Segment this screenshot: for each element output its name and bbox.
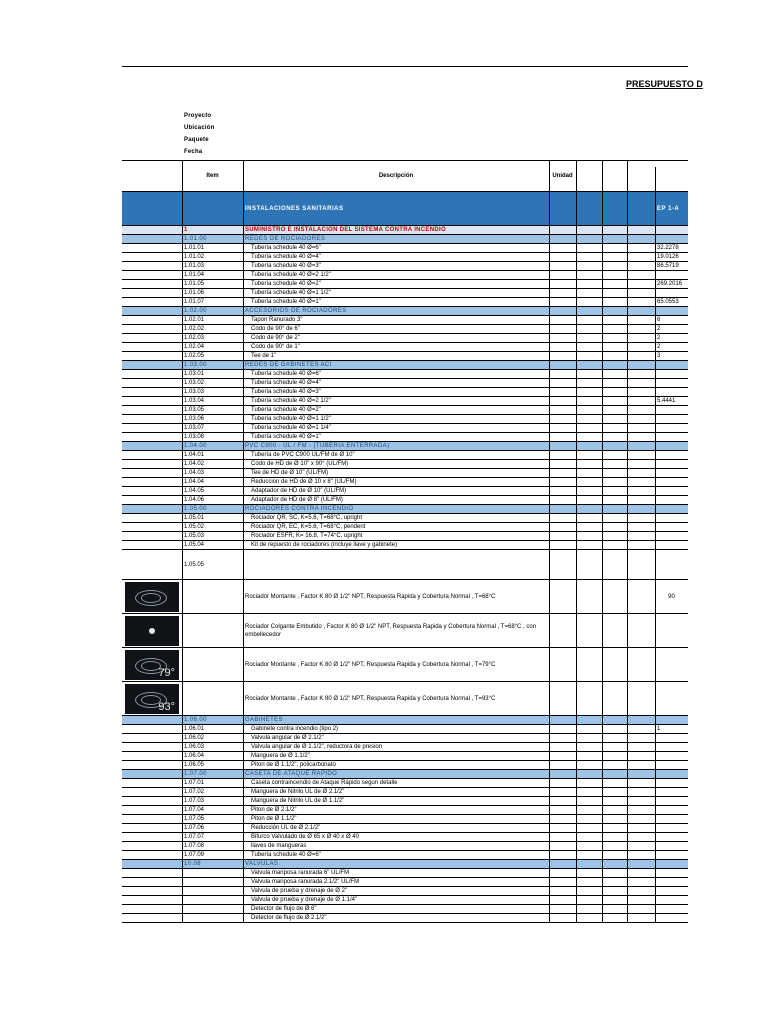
cell-cantidad: 6 (657, 317, 661, 323)
table-row (122, 253, 688, 262)
cell-descripcion: ROCIADORES CONTRA INCENDIO (245, 506, 354, 512)
cell-cantidad (655, 869, 688, 877)
cell-descripcion (243, 550, 549, 579)
table-header-row (122, 160, 688, 192)
cell-descripcion: Valvula de prueba y drenaje de Ø 2" (251, 888, 348, 894)
cell-descripcion: Valvula de prueba y drenaje de Ø 1.1/4" (251, 897, 358, 903)
cell-item: 1.07.02 (184, 789, 205, 795)
cell-item: 1.02.02 (184, 326, 205, 332)
cell-cantidad (655, 752, 688, 760)
cell-item: 1.06.02 (184, 735, 205, 741)
cell-cantidad: 3 (657, 353, 661, 359)
cell-item: 1.03.01 (184, 371, 205, 377)
banner-title: INSTALACIONES SANITARIAS (245, 205, 344, 212)
table-row (122, 725, 688, 734)
cell-cantidad (655, 833, 688, 841)
cell-cantidad (655, 743, 688, 751)
table-row (122, 550, 688, 580)
table-row (122, 469, 688, 478)
cell-cantidad: 19.0126 (657, 254, 679, 260)
table-row (122, 460, 688, 469)
table-row (122, 869, 688, 878)
cell-cantidad: 2 (657, 344, 661, 350)
cell-item: 1.02.00 (184, 308, 207, 314)
section-banner (122, 192, 688, 226)
section-row (122, 307, 688, 316)
cell-descripcion: Rociador Montante , Factor K 80 Ø 1/2" NPT, Respuesta Rapida y Cobertura Normal , T=93°C (245, 695, 496, 702)
table-row (122, 580, 688, 614)
document-title: PRESUPUESTO D (626, 79, 703, 89)
cell-item: 1.04.04 (184, 479, 205, 485)
cell-cantidad (655, 887, 688, 895)
cell-item: 1.04.05 (184, 488, 205, 494)
cell-descripcion: Rociador Montante , Factor K 80 Ø 1/2" NPT, Respuesta Rapida y Cobertura Normal , T=68°C (245, 593, 496, 600)
sprinkler-temp-label: 93° (158, 701, 175, 713)
section-row (122, 716, 688, 725)
table-row (122, 379, 688, 388)
cell-descripcion: Adaptador de HD de Ø 10" (UL/FM) (251, 488, 347, 494)
table-row (122, 833, 688, 842)
cell-descripcion: Tubería schedule 40 Ø=2 1/2" (251, 272, 331, 278)
cell-descripcion: llaves de mangueras (251, 843, 307, 849)
cell-cantidad: 269.2016 (657, 281, 683, 287)
cell-descripcion: Tubería schedule 40 Ø=1" (251, 434, 321, 440)
cell-descripcion: Tubería schedule 40 Ø=4" (251, 254, 321, 260)
table-row (122, 648, 688, 682)
cell-item: 1.03.06 (184, 416, 205, 422)
header-descripcion: Descripción (378, 173, 414, 179)
sprinkler-photo (125, 684, 179, 714)
cell-descripcion: Tapon Ranurado 3" (251, 317, 303, 323)
cell-cantidad (655, 878, 688, 886)
cell-descripcion: Gabinete contra incendio (tipo 2) (251, 726, 339, 732)
cell-descripcion: REDES DE ROCIADORES (245, 236, 326, 242)
cell-item: 1.03.05 (184, 407, 205, 413)
cell-item: 1.05.01 (184, 515, 205, 521)
cell-cantidad (655, 226, 688, 234)
cell-descripcion: Tubería schedule 40 Ø=1" (251, 299, 321, 305)
chapter-row (122, 226, 688, 235)
cell-cantidad: 5.4441 (657, 398, 676, 404)
cell-descripcion: Codo de 90° de 1" (251, 344, 300, 350)
cell-cantidad (655, 824, 688, 832)
table-row (122, 743, 688, 752)
cell-cantidad (655, 860, 688, 868)
cell-descripcion: Rociador ESFR, K= 16.8, T=74°C, upright (251, 533, 363, 539)
cell-descripcion: Tubería schedule 40 Ø=6" (251, 852, 321, 858)
cell-cantidad (655, 271, 688, 279)
sprinkler-photo (125, 582, 179, 612)
cell-item: 1.06.03 (184, 744, 205, 750)
table-row (122, 905, 688, 914)
table-row (122, 433, 688, 442)
cell-descripcion: Piton de Ø 2.1/2" (251, 807, 297, 813)
cell-descripcion: Manguera de Nitrilo UL de Ø 1.1/2" (251, 798, 345, 804)
cell-item: 1.07.09 (184, 852, 205, 858)
cell-cantidad (655, 406, 688, 414)
table-row (122, 451, 688, 460)
section-row (122, 770, 688, 779)
cell-item: 1.05.00 (184, 506, 207, 512)
cell-descripcion: Piton de Ø 1.1/2", policarbonato (251, 762, 336, 768)
table-row (122, 298, 688, 307)
table-row (122, 815, 688, 824)
cell-descripcion: Tubería de PVC C900 UL/FM de Ø 10" (251, 452, 355, 458)
cell-descripcion: Valvula mariposa ranurada 2.1/2" UL/FM (251, 879, 360, 885)
table-row (122, 496, 688, 505)
header-item: Item (206, 173, 219, 179)
cell-descripcion: GABINETES (245, 717, 283, 723)
cell-descripcion: Piton de Ø 1.1/2" (251, 816, 297, 822)
cell-item: 1.02.04 (184, 344, 205, 350)
cell-descripcion: Valvula mariposa ranurada 6" UL/FM (251, 870, 350, 876)
table-row (122, 406, 688, 415)
cell-cantidad (655, 361, 688, 369)
cell-descripcion: ACCESORIOS DE ROCIADORES (245, 308, 347, 314)
cell-descripcion: Codo de 90° de 2" (251, 335, 300, 341)
cell-cantidad (655, 379, 688, 387)
cell-cantidad (655, 761, 688, 769)
cell-item (182, 887, 243, 895)
table-row (122, 842, 688, 851)
cell-item: 1.03.03 (184, 389, 205, 395)
cell-item: 1.04.00 (184, 443, 207, 449)
cell-item: 1.07.03 (184, 798, 205, 804)
section-row (122, 860, 688, 869)
cell-item: 1.01.06 (184, 290, 205, 296)
cell-item: 1.07.00 (184, 771, 207, 777)
label-fecha: Fecha (184, 149, 203, 155)
table-row (122, 388, 688, 397)
cell-cantidad (655, 433, 688, 441)
label-paquete: Paquete (184, 137, 209, 143)
section-row (122, 361, 688, 370)
cell-cantidad (655, 734, 688, 742)
cell-item: 1.03.07 (184, 425, 205, 431)
cell-cantidad (655, 235, 688, 243)
sprinkler-temp-label: 79° (158, 667, 175, 679)
cell-descripcion: Detector de flujo de Ø 2.1/2" (251, 915, 327, 921)
cell-descripcion: Tubería schedule 40 Ø=2" (251, 407, 321, 413)
cell-cantidad (655, 806, 688, 814)
table-row (122, 478, 688, 487)
cell-descripcion: Adaptador de HD de Ø 8" (UL/FM) (251, 497, 343, 503)
cell-item (182, 878, 243, 886)
cell-descripcion: Tee de HD de Ø 10" (UL/FM) (251, 470, 329, 476)
table-row (122, 370, 688, 379)
cell-cantidad (655, 550, 688, 579)
cell-item: 1.07.07 (184, 834, 205, 840)
cell-descripcion: Bifurco Valvulado de Ø 65 x Ø 40 x Ø 40 (251, 834, 359, 840)
cell-item: 1.06.00 (184, 717, 207, 723)
table-row (122, 761, 688, 770)
cell-descripcion: Reducción UL de Ø 2.1/2" (251, 825, 321, 831)
sprinkler-photo (125, 650, 179, 680)
cell-descripcion: Rociador QR, EC, K=5.6, T=68°C, pendent (251, 524, 366, 530)
cell-descripcion: Manguera de Nitrilo UL de Ø 2.1/2" (251, 789, 345, 795)
table-row (122, 343, 688, 352)
cell-item: 1.01.01 (184, 245, 205, 251)
sprinkler-photo (125, 616, 179, 646)
table-row (122, 271, 688, 280)
cell-cantidad (655, 451, 688, 459)
cell-descripcion: Rociador Colgante Embutido , Factor K 80 Ø 1/2" NPT, Respuesta Rapida y Cobertura Normal , T=68°C , con embellecedor (245, 623, 537, 638)
table-row (122, 896, 688, 905)
cell-cantidad (655, 788, 688, 796)
cell-item: 1.06.04 (184, 753, 205, 759)
table-row (122, 824, 688, 833)
table-row (122, 352, 688, 361)
cell-descripcion: Tubería schedule 40 Ø=1 1/2" (251, 290, 331, 296)
cell-item: 1 (184, 227, 188, 233)
cell-cantidad (655, 415, 688, 423)
table-row (122, 806, 688, 815)
cell-descripcion: SUMINISTRO E INSTALACIÓN DEL SISTEMA CONTRA INCENDIO (245, 227, 446, 233)
cell-cantidad (655, 716, 688, 724)
table-row (122, 397, 688, 406)
cell-cantidad (655, 614, 688, 647)
cell-cantidad (655, 442, 688, 450)
cell-item: 1.02.01 (184, 317, 205, 323)
cell-item (182, 896, 243, 904)
table-row (122, 532, 688, 541)
cell-descripcion: Kit de repuesto de rociadores (incluye llave y gabinete) (251, 542, 398, 548)
table-row (122, 752, 688, 761)
section-row (122, 235, 688, 244)
cell-descripcion: Manguera de Ø 1.1/2" (251, 753, 310, 759)
cell-item: 1.06.01 (184, 726, 205, 732)
table-row (122, 280, 688, 289)
table-row (122, 523, 688, 532)
cell-item: 1.02.03 (184, 335, 205, 341)
cell-item: 1.04.02 (184, 461, 205, 467)
budget-table (122, 160, 688, 923)
cell-cantidad: 65.0553 (657, 299, 679, 305)
cell-descripcion: Codo de HD de Ø 10" x 90° (UL/FM) (251, 461, 349, 467)
cell-item: 1.07.08 (184, 843, 205, 849)
table-row (122, 682, 688, 716)
cell-cantidad (655, 779, 688, 787)
cell-descripcion: Detector de flujo de Ø 6" (251, 906, 317, 912)
cell-cantidad (655, 388, 688, 396)
cell-descripcion: Valvula angular de Ø 1.1/2", reductora de presion (251, 744, 383, 750)
cell-item: 1.02.05 (184, 353, 205, 359)
cell-descripcion: VALVULAS (245, 861, 279, 867)
cell-descripcion: REDES DE GABINETES ACI (245, 362, 332, 368)
cell-item: 1.07.05 (184, 816, 205, 822)
table-row (122, 424, 688, 433)
table-row (122, 325, 688, 334)
table-row (122, 541, 688, 550)
cell-descripcion: Tubería schedule 40 Ø=6" (251, 245, 321, 251)
cell-item (182, 869, 243, 877)
cell-cantidad (655, 896, 688, 904)
cell-item: 1.01.00 (184, 236, 207, 242)
cell-item: 1.05.03 (184, 533, 205, 539)
label-proyecto: Proyecto (184, 113, 212, 119)
cell-cantidad (655, 648, 688, 681)
cell-descripcion: Tubería schedule 40 Ø=6" (251, 371, 321, 377)
cell-cantidad (655, 914, 688, 922)
table-row (122, 262, 688, 271)
table-row (122, 914, 688, 923)
table-row (122, 514, 688, 523)
table-row (122, 415, 688, 424)
cell-item (182, 905, 243, 913)
cell-cantidad: 2 (657, 326, 661, 332)
cell-item: 1.01.03 (184, 263, 205, 269)
cell-descripcion: Tubería schedule 40 Ø=3" (251, 263, 321, 269)
cell-cantidad (655, 815, 688, 823)
header-unidad: Unidad (552, 173, 573, 179)
cell-cantidad (655, 505, 688, 513)
cell-descripcion: Tubería schedule 40 Ø=2" (251, 281, 321, 287)
table-row (122, 779, 688, 788)
cell-item: 1.07.04 (184, 807, 205, 813)
cell-descripcion: Tubería schedule 40 Ø=1 1/2" (251, 416, 331, 422)
cell-cantidad: 90 (668, 593, 675, 600)
cell-cantidad (655, 842, 688, 850)
cell-item: 1.03.02 (184, 380, 205, 386)
cell-cantidad (655, 541, 688, 549)
cell-descripcion: Caseta contraincendio de Ataque Rápido segun detalle (251, 780, 398, 786)
cell-item: 1.07.01 (184, 780, 205, 786)
cell-item: 10.08 (184, 861, 202, 867)
table-row (122, 788, 688, 797)
table-row (122, 244, 688, 253)
table-row (122, 797, 688, 806)
cell-descripcion: Reduccion de HD de Ø 10 x 8" (UL/FM) (251, 479, 357, 485)
cell-descripcion: Valvula angular de Ø 2.1/2" (251, 735, 324, 741)
cell-descripcion: Tubería schedule 40 Ø=4" (251, 380, 321, 386)
cell-cantidad (655, 514, 688, 522)
cell-item: 1.03.08 (184, 434, 205, 440)
cell-item: 1.07.06 (184, 825, 205, 831)
cell-cantidad (655, 469, 688, 477)
cell-item: 1.06.05 (184, 762, 205, 768)
cell-cantidad (655, 424, 688, 432)
table-row (122, 734, 688, 743)
cell-cantidad (655, 770, 688, 778)
cell-cantidad (655, 905, 688, 913)
cell-cantidad (655, 523, 688, 531)
cell-descripcion: Tubería schedule 40 Ø=2 1/2" (251, 398, 331, 404)
cell-item: 1.01.02 (184, 254, 205, 260)
cell-descripcion: Tubería schedule 40 Ø=1 1/4" (251, 425, 331, 431)
cell-cantidad (655, 851, 688, 859)
table-row (122, 487, 688, 496)
table-row (122, 334, 688, 343)
cell-cantidad: 1 (657, 726, 661, 732)
cell-item (182, 914, 243, 922)
table-row (122, 614, 688, 648)
cell-cantidad (655, 460, 688, 468)
cell-descripcion: CASETA DE ATAQUE RÁPIDO (245, 771, 338, 777)
cell-cantidad (655, 487, 688, 495)
cell-item: 1.01.04 (184, 272, 205, 278)
cell-item: 1.04.06 (184, 497, 205, 503)
cell-descripcion: Rociador QR, SC, K=5.6, T=68°C, upright (251, 515, 363, 521)
cell-cantidad (655, 496, 688, 504)
cell-cantidad (655, 289, 688, 297)
cell-cantidad: 2 (657, 335, 661, 341)
cell-item: 1.01.05 (184, 281, 205, 287)
cell-item: 1.05.05 (184, 561, 205, 568)
cell-cantidad (655, 478, 688, 486)
table-row (122, 289, 688, 298)
cell-descripcion: Rociador Montante , Factor K 80 Ø 1/2" NPT, Respuesta Rapida y Cobertura Normal , T=79°C (245, 661, 496, 668)
cell-cantidad (655, 370, 688, 378)
cell-item: 1.01.07 (184, 299, 205, 305)
cell-descripcion: Tubería schedule 40 Ø=3" (251, 389, 321, 395)
cell-cantidad (655, 797, 688, 805)
cell-cantidad: 86.5719 (657, 263, 679, 269)
section-row (122, 505, 688, 514)
cell-cantidad (655, 532, 688, 540)
section-row (122, 442, 688, 451)
cell-descripcion: Codo de 90° de 6" (251, 326, 300, 332)
cell-item: 1.04.03 (184, 470, 205, 476)
cell-descripcion: PVC C900 - UL / FM - (TUBERIA ENTERRADA) (245, 443, 390, 449)
table-row (122, 878, 688, 887)
table-row (122, 316, 688, 325)
cell-descripcion: Tee de 1" (251, 353, 277, 359)
banner-code: EP 1-A (657, 205, 680, 212)
table-row (122, 887, 688, 896)
cell-cantidad (655, 307, 688, 315)
cell-cantidad (655, 682, 688, 715)
cell-item: 1.04.01 (184, 452, 205, 458)
top-rule (122, 66, 688, 67)
cell-cantidad: 32.2278 (657, 245, 679, 251)
cell-item: 1.03.00 (184, 362, 207, 368)
label-ubicacion: Ubicación (184, 125, 215, 131)
cell-item: 1.05.04 (184, 542, 205, 548)
cell-item: 1.05.02 (184, 524, 205, 530)
cell-item: 1.03.04 (184, 398, 205, 404)
table-row (122, 851, 688, 860)
